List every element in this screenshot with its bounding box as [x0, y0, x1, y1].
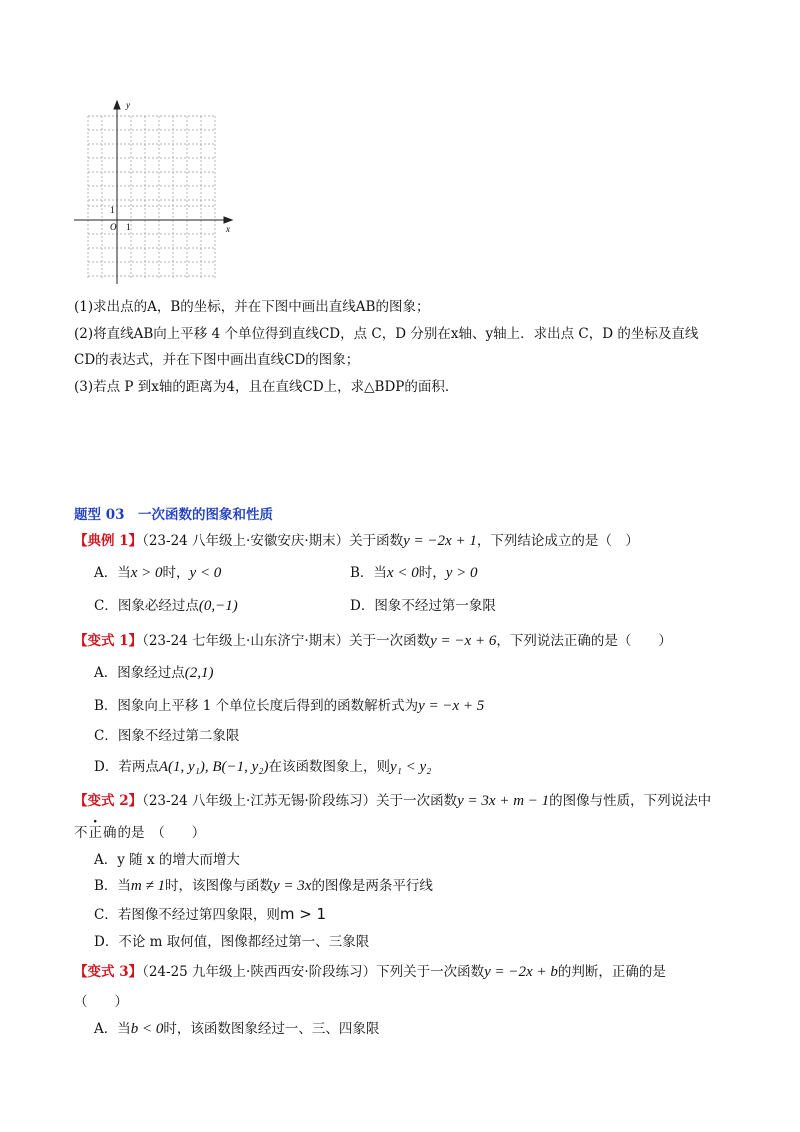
variant-2-stem: 【变式 2】（23-24 八年级上·江苏无锡·阶段练习）关于一次函数y = 3x + m − 1的图像与性质，下列说法中 [74, 793, 712, 809]
variant-2-option-a: A．y 随 x 的增大而增大 [94, 852, 240, 868]
variant-2-option-d: D．不论 m 取何值，图像都经过第一、三象限 [94, 934, 370, 950]
variant-tag: 【变式 3】 [74, 964, 143, 980]
y-axis-label: y [126, 100, 130, 110]
variant-tag: 【变式 1】 [74, 633, 143, 649]
x-axis-label: x [226, 224, 230, 234]
variant-1-stem: 【变式 1】（23-24 七年级上·山东济宁·期末）关于一次函数y = −x + 6，下列说法正确的是（ ） [74, 633, 672, 649]
variant-1-option-a: A．图象经过点(2,1) [94, 665, 214, 681]
question-2: (2)将直线AB向上平移 4 个单位得到直线CD，点 C，D 分别在x轴、y轴上．求出点 C，D 的坐标及直线 [74, 326, 699, 342]
variant-3-option-a: A．当b < 0时，该函数图象经过一、三、四象限 [94, 1021, 380, 1037]
variant-2-option-b: B．当m ≠ 1时，该图像与函数y = 3x的图像是两条平行线 [94, 878, 433, 894]
example-1-option-a: A．当x > 0时，y < 0 [94, 565, 222, 581]
variant-1-option-b: B．图象向上平移 1 个单位长度后得到的函数解析式为y = −x + 5 [94, 698, 485, 714]
variant-2-option-c: C．若图像不经过第四象限，则m > 1 [94, 905, 327, 923]
section-title: 题型 03 一次函数的图象和性质 [74, 507, 273, 523]
variant-3-stem-cont: （ ） [74, 994, 128, 1010]
example-1-option-d: D．图象不经过第一象限 [350, 598, 496, 614]
variant-tag: 【变式 2】 [74, 793, 143, 809]
question-3: (3)若点 P 到x轴的距离为4，且在直线CD上，求△BDP的面积． [74, 379, 459, 395]
variant-1-option-c: C．图象不经过第二象限 [94, 728, 240, 744]
question-1: (1)求出点的A，B的坐标，并在下图中画出直线AB的图象； [74, 299, 430, 315]
example-1-stem: 【典例 1】（23-24 八年级上·安徽安庆·期末）关于函数y = −2x + 1，下列结论成立的是（ ） [74, 533, 639, 549]
variant-1-option-d: D．若两点A(1, y₁), B(−1, y₂)在该函数图象上，则y₁ < y₂ [94, 759, 432, 775]
example-1-option-c: C．图象必经过点(0,−1) [94, 598, 238, 614]
variant-3-stem: 【变式 3】（24-25 九年级上·陕西西安·阶段练习）下列关于一次函数y = −2x + b的判断，正确的是 [74, 964, 666, 980]
emphasis-dotted-text: 不正确 [74, 825, 118, 841]
example-tag: 【典例 1】 [74, 533, 143, 549]
example-1-option-b: B．当x < 0时，y > 0 [350, 565, 478, 581]
question-2-cont: CD的表达式，并在下图中画出直线CD的图象； [74, 352, 360, 368]
variant-2-stem-cont: 不正确的是 （ ） [74, 825, 206, 841]
unit-y-label: 1 [110, 205, 115, 215]
coordinate-grid [70, 96, 240, 286]
origin-label: O [110, 222, 117, 232]
unit-x-label: 1 [126, 222, 131, 232]
